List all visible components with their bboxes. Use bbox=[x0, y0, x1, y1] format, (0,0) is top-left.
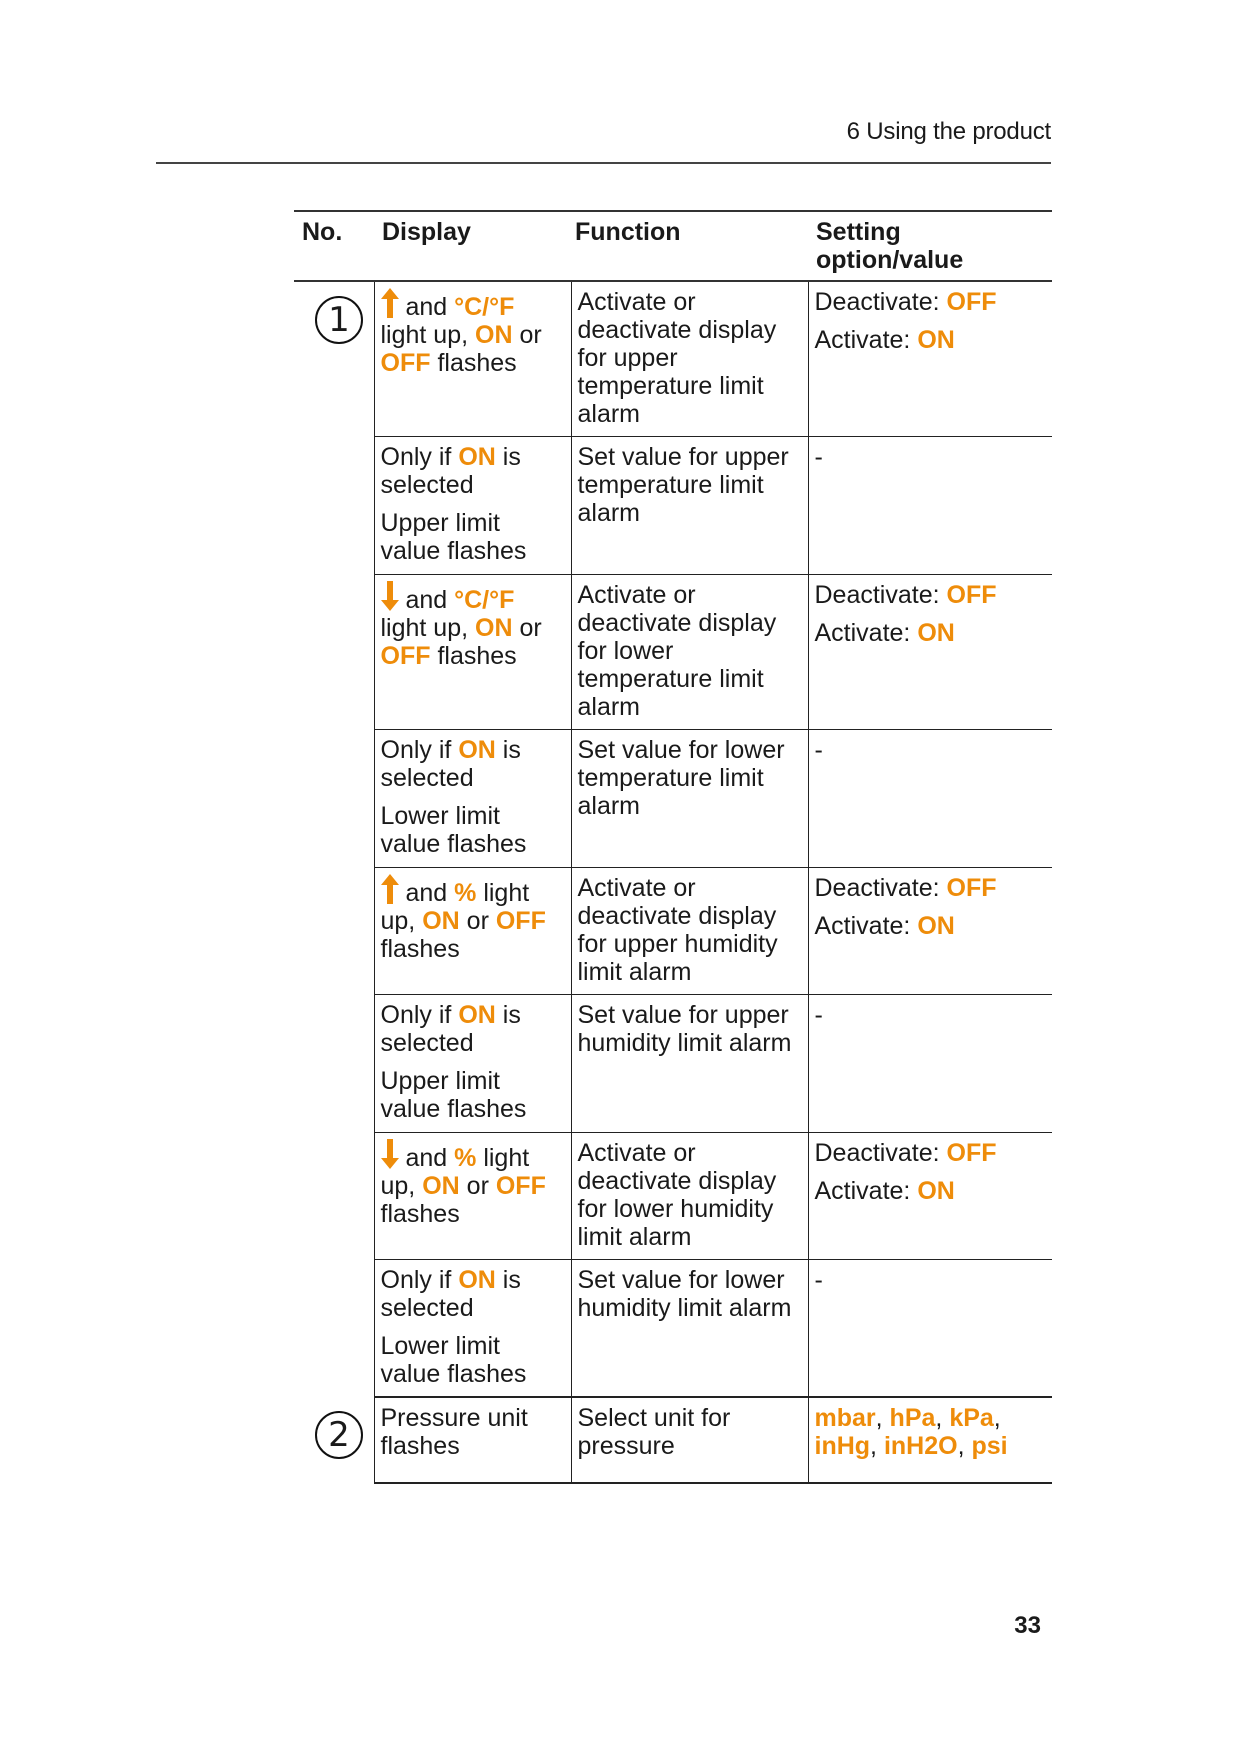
off-text: OFF bbox=[946, 288, 997, 316]
display-text: selected bbox=[380, 1293, 474, 1322]
unit-option: inH2O bbox=[883, 1432, 958, 1460]
display-text: light up, bbox=[380, 613, 469, 642]
display-text: flashes bbox=[380, 1199, 460, 1228]
setting-label: Activate: bbox=[814, 911, 911, 940]
display-text: light bbox=[483, 878, 530, 907]
display-text: flashes bbox=[380, 1432, 460, 1460]
display-cell bbox=[374, 994, 571, 1132]
function-cell bbox=[571, 867, 808, 994]
display-cell bbox=[374, 729, 571, 867]
function-line: alarm bbox=[577, 400, 641, 428]
function-line: Activate or bbox=[577, 873, 696, 902]
setting-cell bbox=[808, 867, 1052, 994]
display-text: value flashes bbox=[380, 1359, 527, 1388]
function-line: deactivate display bbox=[577, 316, 777, 344]
setting-cell bbox=[808, 281, 1052, 436]
separator: , bbox=[870, 1432, 877, 1460]
display-text: value flashes bbox=[380, 536, 527, 565]
display-text: is bbox=[502, 735, 521, 764]
display-cell bbox=[374, 574, 571, 729]
circled-number-1: 1 bbox=[315, 296, 363, 344]
table-row bbox=[294, 281, 1052, 436]
arrow-down-icon bbox=[381, 1139, 399, 1169]
unit-text: °C/°F bbox=[454, 293, 515, 321]
section-number-2 bbox=[294, 1397, 374, 1483]
on-text: ON bbox=[917, 1176, 955, 1205]
display-text: up, bbox=[380, 906, 416, 935]
on-text: ON bbox=[917, 618, 955, 647]
off-text: OFF bbox=[946, 580, 997, 609]
function-line: humidity limit alarm bbox=[577, 1028, 792, 1057]
settings-table bbox=[294, 210, 1052, 1484]
off-text: OFF bbox=[495, 1171, 546, 1200]
function-line: limit alarm bbox=[577, 957, 692, 986]
off-text: OFF bbox=[946, 1138, 997, 1167]
function-line: Set value for lower bbox=[577, 1265, 785, 1294]
function-cell bbox=[571, 574, 808, 729]
on-text: ON bbox=[458, 735, 496, 764]
function-line: Activate or bbox=[577, 580, 696, 609]
unit-text: % bbox=[454, 1143, 477, 1172]
display-text: flashes bbox=[437, 349, 517, 377]
header-setting-line2: option/value bbox=[816, 246, 964, 274]
display-text: up, bbox=[380, 1171, 416, 1200]
unit-option: hPa bbox=[889, 1404, 936, 1432]
function-line: alarm bbox=[577, 692, 641, 721]
function-cell bbox=[571, 281, 808, 436]
header-function: Function bbox=[571, 211, 808, 281]
table-row bbox=[294, 867, 1052, 994]
unit-option: kPa bbox=[949, 1404, 994, 1432]
function-cell bbox=[571, 1259, 808, 1397]
setting-cell: - bbox=[808, 436, 1052, 574]
display-text: is bbox=[502, 1000, 521, 1029]
setting-cell bbox=[808, 1397, 1052, 1483]
function-line: Set value for upper bbox=[577, 442, 789, 471]
setting-label: Deactivate: bbox=[814, 288, 940, 316]
display-cell bbox=[374, 1397, 571, 1483]
circled-number-2: 2 bbox=[315, 1411, 363, 1459]
display-text: Only if bbox=[380, 1000, 452, 1029]
separator: , bbox=[935, 1404, 943, 1432]
section-number-1 bbox=[294, 281, 374, 1397]
off-text: OFF bbox=[380, 349, 431, 377]
setting-cell: - bbox=[808, 1259, 1052, 1397]
function-line: limit alarm bbox=[577, 1222, 692, 1251]
display-text: and bbox=[405, 1143, 448, 1172]
setting-label: Deactivate: bbox=[814, 1138, 940, 1167]
table-row bbox=[294, 1259, 1052, 1397]
display-cell bbox=[374, 281, 571, 436]
off-text: OFF bbox=[495, 906, 546, 935]
display-text: light bbox=[483, 1143, 530, 1172]
unit-text: % bbox=[454, 878, 477, 907]
off-text: OFF bbox=[380, 641, 431, 670]
on-text: ON bbox=[422, 906, 460, 935]
table-row bbox=[294, 436, 1052, 574]
unit-text: °C/°F bbox=[454, 585, 515, 614]
separator: , bbox=[957, 1432, 965, 1460]
function-cell bbox=[571, 1397, 808, 1483]
display-text: or bbox=[519, 321, 542, 349]
setting-cell bbox=[808, 1132, 1052, 1259]
arrow-up-icon bbox=[381, 874, 399, 904]
display-text: Lower limit bbox=[380, 1331, 500, 1360]
on-text: ON bbox=[475, 613, 513, 642]
function-line: deactivate display bbox=[577, 901, 777, 930]
function-line: Set value for upper bbox=[577, 1000, 789, 1029]
display-text: Only if bbox=[380, 442, 452, 471]
header-display: Display bbox=[374, 211, 571, 281]
setting-cell: - bbox=[808, 729, 1052, 867]
function-line: deactivate display bbox=[577, 608, 777, 637]
function-line: alarm bbox=[577, 791, 641, 820]
display-text: selected bbox=[380, 470, 474, 499]
table-row bbox=[294, 729, 1052, 867]
function-line: for upper humidity bbox=[577, 929, 778, 958]
display-text: and bbox=[405, 293, 448, 321]
header-setting-line1: Setting bbox=[816, 218, 901, 246]
on-text: ON bbox=[458, 442, 496, 471]
display-text: flashes bbox=[380, 934, 460, 963]
separator: , bbox=[875, 1404, 883, 1432]
on-text: ON bbox=[917, 326, 955, 354]
function-line: pressure bbox=[577, 1432, 675, 1460]
function-line: temperature limit bbox=[577, 372, 764, 400]
display-text: Pressure unit bbox=[380, 1404, 528, 1432]
separator: , bbox=[993, 1404, 1001, 1432]
setting-label: Activate: bbox=[814, 326, 911, 354]
table-row bbox=[294, 1132, 1052, 1259]
function-line: temperature limit bbox=[577, 763, 764, 792]
function-line: deactivate display bbox=[577, 1166, 777, 1195]
display-text: Upper limit bbox=[380, 508, 500, 537]
display-cell bbox=[374, 867, 571, 994]
setting-label: Activate: bbox=[814, 1176, 911, 1205]
function-line: for lower humidity bbox=[577, 1194, 774, 1223]
header-setting bbox=[808, 211, 1052, 281]
display-text: is bbox=[502, 1265, 521, 1294]
display-text: Lower limit bbox=[380, 801, 500, 830]
arrow-up-icon bbox=[381, 288, 399, 318]
display-text: light up, bbox=[380, 321, 469, 349]
display-text: and bbox=[405, 878, 448, 907]
header-rule bbox=[156, 162, 1051, 164]
display-text: Upper limit bbox=[380, 1066, 500, 1095]
display-text: or bbox=[466, 1171, 489, 1200]
display-text: Only if bbox=[380, 735, 452, 764]
header-no: No. bbox=[294, 211, 374, 281]
table-row bbox=[294, 574, 1052, 729]
function-cell bbox=[571, 1132, 808, 1259]
display-text: or bbox=[519, 613, 542, 642]
display-cell bbox=[374, 436, 571, 574]
function-cell bbox=[571, 436, 808, 574]
display-text: or bbox=[466, 906, 489, 935]
table-header-row bbox=[294, 211, 1052, 281]
page-number: 33 bbox=[1014, 1612, 1041, 1639]
display-text: selected bbox=[380, 1028, 474, 1057]
unit-option: psi bbox=[971, 1432, 1008, 1460]
on-text: ON bbox=[422, 1171, 460, 1200]
on-text: ON bbox=[458, 1265, 496, 1294]
function-line: alarm bbox=[577, 498, 641, 527]
table-row bbox=[294, 994, 1052, 1132]
function-line: for lower bbox=[577, 636, 674, 665]
on-text: ON bbox=[917, 911, 955, 940]
setting-label: Activate: bbox=[814, 618, 911, 647]
off-text: OFF bbox=[946, 873, 997, 902]
function-line: temperature limit bbox=[577, 470, 764, 499]
on-text: ON bbox=[475, 321, 513, 349]
on-text: ON bbox=[458, 1000, 496, 1029]
display-text: value flashes bbox=[380, 829, 527, 858]
setting-label: Deactivate: bbox=[814, 873, 940, 902]
setting-label: Deactivate: bbox=[814, 580, 940, 609]
function-line: Activate or bbox=[577, 288, 696, 316]
chapter-header: 6 Using the product bbox=[846, 118, 1051, 145]
display-text: flashes bbox=[437, 641, 517, 670]
function-line: Set value for lower bbox=[577, 735, 785, 764]
table-row bbox=[294, 1397, 1052, 1483]
display-text: value flashes bbox=[380, 1094, 527, 1123]
setting-cell bbox=[808, 574, 1052, 729]
arrow-down-icon bbox=[381, 581, 399, 611]
display-cell bbox=[374, 1132, 571, 1259]
function-line: humidity limit alarm bbox=[577, 1293, 792, 1322]
function-line: Select unit for bbox=[577, 1404, 731, 1432]
display-text: selected bbox=[380, 763, 474, 792]
function-cell bbox=[571, 729, 808, 867]
function-cell bbox=[571, 994, 808, 1132]
display-text: is bbox=[502, 442, 521, 471]
display-cell bbox=[374, 1259, 571, 1397]
setting-cell: - bbox=[808, 994, 1052, 1132]
function-line: Activate or bbox=[577, 1138, 696, 1167]
unit-option: mbar bbox=[814, 1404, 876, 1432]
unit-option: inHg bbox=[814, 1432, 871, 1460]
display-text: and bbox=[405, 585, 448, 614]
function-line: for upper bbox=[577, 344, 678, 372]
display-text: Only if bbox=[380, 1265, 452, 1294]
function-line: temperature limit bbox=[577, 664, 764, 693]
